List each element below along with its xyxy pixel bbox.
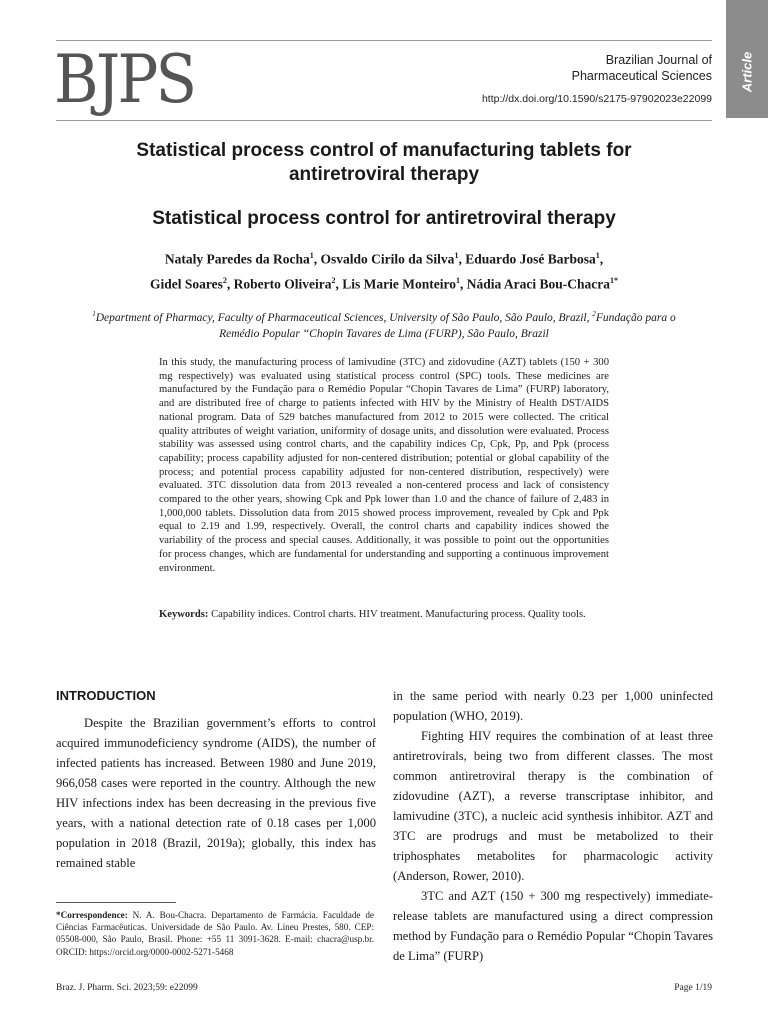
- author-affiliation-mark: 1: [309, 251, 314, 260]
- author-affiliation-mark: 1: [455, 275, 460, 285]
- doi-link[interactable]: http://dx.doi.org/10.1590/s2175-97902023e22099: [481, 93, 712, 105]
- affiliations: [74, 306, 694, 342]
- footer-citation: Braz. J. Pharm. Sci. 2023;59: e22099: [56, 983, 198, 993]
- affiliation-mark: 1: [92, 310, 96, 318]
- section-heading-introduction: INTRODUCTION: [56, 688, 156, 703]
- footer-page-number: Page 1/19: [674, 983, 712, 993]
- affiliation-1: Department of Pharmacy, Faculty of Pharmaceutical Sciences, University of São Paulo, São Paulo, Brazil,: [95, 311, 593, 324]
- author-name: Eduardo José Barbosa: [465, 251, 596, 267]
- article-type-label: Article: [739, 51, 755, 93]
- author-name: Gidel Soares: [150, 276, 223, 291]
- body-paragraph: 3TC and AZT (150 + 300 mg respectively) immediate-release tablets are manufactured using a direct compression method by Fundação para o Remédio Popular “Chopin Tavares de Lima” (FURP): [393, 889, 713, 963]
- author-separator: ,: [335, 276, 343, 291]
- running-title: Statistical process control for antiretroviral therapy: [152, 208, 616, 229]
- author-name: Nataly Paredes da Rocha: [164, 251, 310, 267]
- journal-name-line2: Pharmaceutical Sciences: [571, 68, 712, 83]
- author-affiliation-mark: 2: [331, 275, 336, 285]
- body-paragraph: in the same period with nearly 0.23 per 1,000 uninfected population (WHO, 2019).: [393, 689, 713, 723]
- author-affiliation-mark: 1: [454, 251, 459, 260]
- journal-name-line1: Brazilian Journal of: [605, 53, 712, 67]
- author-list: [74, 245, 694, 294]
- journal-logo: BJPS: [54, 41, 195, 118]
- abstract: In this study, the manufacturing process of lamivudine (3TC) and zidovudine (AZT) tablets (150 + 300 mg respectively) was evaluated using statistical process control (SPC) tools. These medicines are manufactured by the Fundação para o Remédio Popular “Chopin Tavares de Lima” (FURP) laboratory, and are distributed free of charge to patients infected with HIV by the Ministry of Health DST/AIDS national program. Data of 529 batches manufactured from 2012 to 2015 were collected. The critical quality attributes of weight variation, uniformity of dosage units, and dissolution were evaluated. Process stability was assessed using control charts, and the capability indices Cp, Cpk, Pp, and Ppk (process capability; process capability adjusted for non-centered distribution; potential or global capability of the process; and potential process capability adjusted for non-centered distribution, respectively) were evaluated. 3TC dissolution data from 2013 revealed a non-centered process and lack of consistency compared to the other years, showing Cpk and Ppk lower than 1.0 and the chance of failure of 2,483 in 1,000,000 tablets. Dissolution data from 2015 showed process improvement, revealed by Cpk and Ppk equal to 2.19 and 1.99, respectively. Overall, the control charts and capability indices showed the variability of the process and special causes. Additionally, it was possible to point out the opportunities for process changes, which are fundamental for understanding and supporting a continuous improvement environment.: [159, 357, 609, 574]
- author-name: Roberto Oliveira: [233, 276, 332, 291]
- author-name: Osvaldo Cirilo da Silva: [320, 251, 455, 267]
- body-column-left: [56, 686, 376, 873]
- author-affiliation-mark: 1*: [609, 275, 618, 285]
- article-type-tab: [726, 0, 768, 118]
- correspondence-footnote: [56, 909, 374, 958]
- author-separator: ,: [599, 251, 604, 267]
- keywords-list: Capability indices. Control charts. HIV treatment. Manufacturing process. Quality tools.: [208, 609, 586, 620]
- author-separator: ,: [226, 276, 234, 291]
- footnote-label: *Correspondence:: [56, 910, 128, 920]
- keywords: [159, 608, 609, 622]
- author-separator: ,: [458, 251, 466, 267]
- author-separator: ,: [313, 251, 321, 267]
- affiliation-2: Fundação para o Remédio Popular “Chopin Tavares de Lima (FURP), São Paulo, Brazil: [219, 311, 676, 340]
- author-affiliation-mark: 1: [595, 251, 600, 260]
- body-paragraph: Despite the Brazilian government’s efforts to control acquired immunodeficiency syndrome (AIDS), the number of infected patients has increased. Between 1980 and June 2019, 966,058 cases were reported in the country. Although the new HIV infections index has been decreasing in the previous five years, with a national detection rate of 0.18 cases per 1,000 population in 2018 (Brazil, 2019a); globally, this index has remained stable: [56, 716, 376, 870]
- author-name: Nádia Araci Bou-Chacra: [466, 276, 610, 291]
- author-separator: ,: [459, 276, 467, 291]
- footnote-text: N. A. Bou-Chacra. Departamento de Farmácia. Faculdade de Ciências Farmacêuticas. Universidade de São Paulo. Av. Lineu Prestes, 580. CEP: 05508-000, São Paulo, Brasil. Phone: +55 11 3091-3628. E-mail: chacra@usp.br. ORCID: https://orcid.org/0000-0002-5271-5468: [56, 910, 374, 957]
- author-line-2: [74, 270, 694, 295]
- author-name: Lis Marie Monteiro: [342, 276, 456, 291]
- article-title: Statistical process control of manufacturing tablets for antiretroviral therapy: [136, 140, 632, 185]
- keywords-label: Keywords:: [159, 609, 209, 620]
- author-line-1: [74, 245, 694, 270]
- body-paragraph: Fighting HIV requires the combination of at least three antiretrovirals, being two from different classes. The most common antiretroviral therapy is the combination of zidovudine (AZT), a reverse transcriptase inhibitor, and lamivudine (3TC), a nucleic acid synthesis inhibitor. AZT and 3TC are prodrugs and must be metabolized to their triphosphates metabolites for pharmacologic activity (Anderson, Rower, 2010).: [393, 729, 713, 883]
- author-affiliation-mark: 2: [222, 275, 227, 285]
- footnote-rule: [56, 902, 176, 903]
- affiliation-mark: 2: [592, 310, 596, 318]
- body-column-right: [393, 686, 713, 966]
- journal-name: [452, 53, 712, 84]
- header-bottom-rule: [56, 120, 712, 121]
